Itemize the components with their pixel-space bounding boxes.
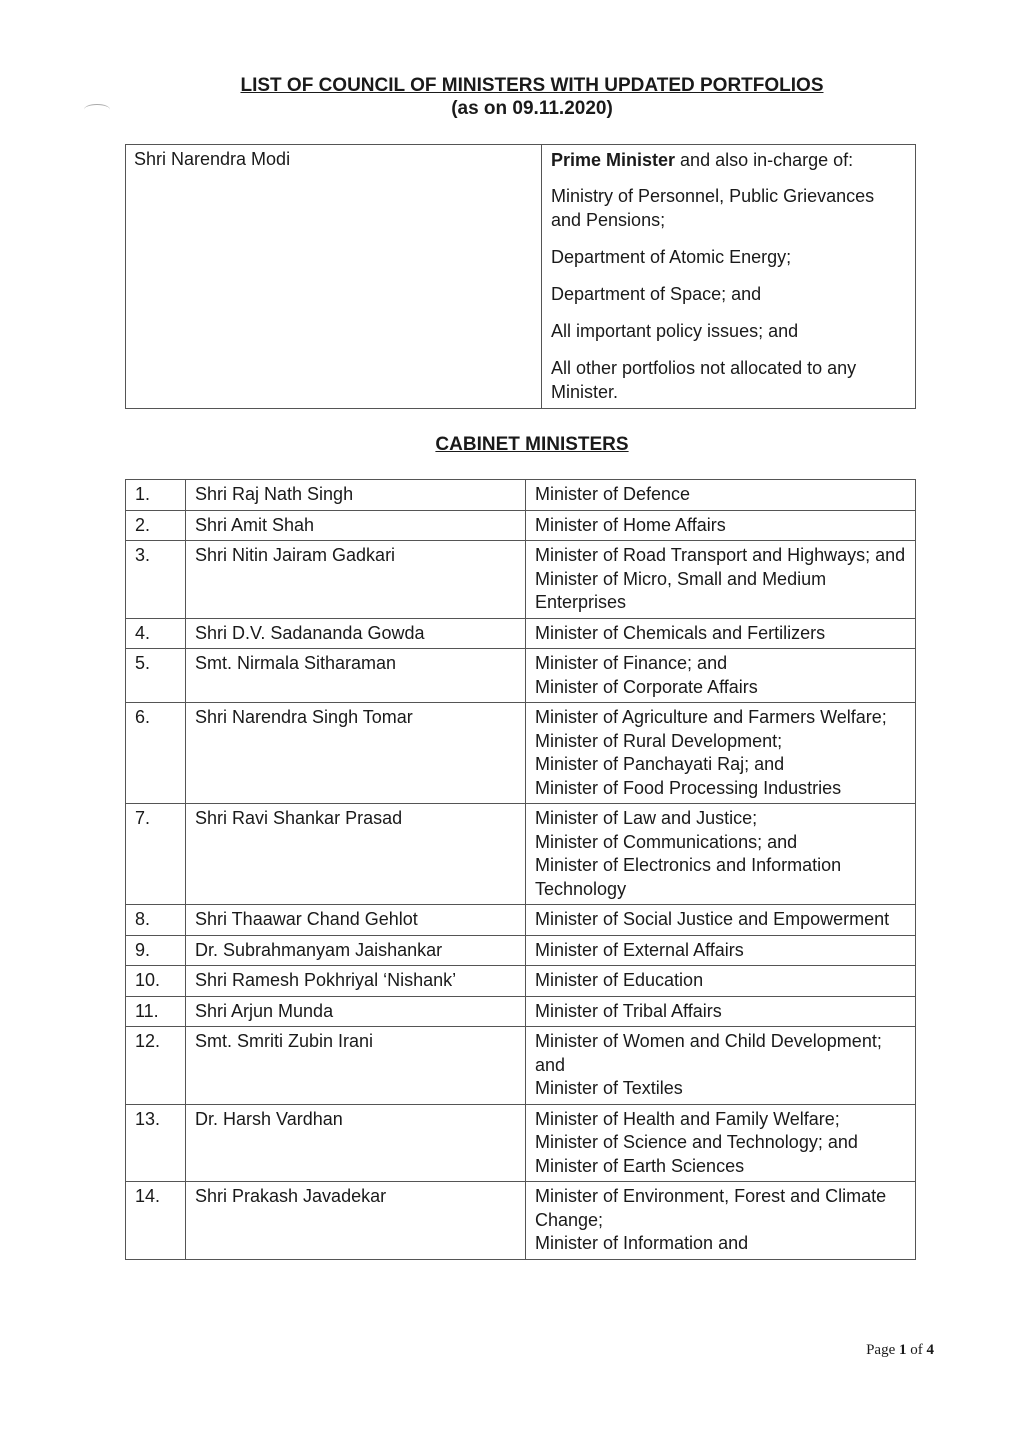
portfolio-item: Minister of Finance; and <box>535 653 728 673</box>
portfolio-item: Minister of Social Justice and Empowerment <box>535 909 890 929</box>
table-row <box>126 618 916 649</box>
portfolio-cell <box>526 703 916 804</box>
pm-lead-rest: and also in-charge of: <box>675 150 854 170</box>
portfolio-item: Minister of Rural Development; <box>535 730 783 751</box>
table-row <box>126 935 916 966</box>
prime-minister-row <box>126 145 916 409</box>
table-row <box>126 1104 916 1182</box>
table-row <box>126 905 916 936</box>
minister-name: Dr. Subrahmanyam Jaishankar <box>186 935 526 966</box>
minister-name: Smt. Smriti Zubin Irani <box>186 1027 526 1105</box>
portfolio-item: Minister of Earth Sciences <box>535 1155 745 1176</box>
portfolio-item: Minister of Textiles <box>535 1078 683 1098</box>
section-title: CABINET MINISTERS <box>435 434 629 455</box>
pm-portfolio-item: Ministry of Personnel, Public Grievances and Pensions; <box>551 186 875 230</box>
minister-name: Shri Arjun Munda <box>186 996 526 1027</box>
minister-name: Shri Narendra Singh Tomar <box>186 703 526 804</box>
portfolio-cell <box>526 966 916 997</box>
portfolio-item: Minister of Home Affairs <box>535 514 726 535</box>
serial-number: 6. <box>126 703 186 804</box>
serial-number: 13. <box>126 1104 186 1182</box>
portfolio-item: Minister of Health and Family Welfare; <box>535 1108 840 1129</box>
pm-portfolio-item: All important policy issues; and <box>551 321 799 341</box>
cabinet-table-body <box>126 480 916 1260</box>
portfolio-item: Minister of Law and Justice; <box>535 808 758 828</box>
portfolio-item: Minister of Information and <box>535 1233 749 1253</box>
table-row <box>126 804 916 905</box>
portfolio-item: Minister of Corporate Affairs <box>535 676 758 697</box>
pm-title: Prime Minister <box>551 150 676 170</box>
minister-name: Shri Raj Nath Singh <box>186 480 526 511</box>
portfolio-item: Minister of Electronics and Information Technology <box>535 855 842 899</box>
portfolio-cell <box>526 649 916 703</box>
portfolio-cell <box>526 618 916 649</box>
minister-name: Dr. Harsh Vardhan <box>186 1104 526 1182</box>
page-total: 4 <box>926 1342 934 1358</box>
serial-number: 1. <box>126 480 186 511</box>
portfolio-item: Minister of External Affairs <box>535 939 744 960</box>
portfolio-cell <box>526 480 916 511</box>
portfolio-item: Minister of Environment, Forest and Climate Change; <box>535 1186 887 1230</box>
page-word: Page <box>866 1342 896 1358</box>
pm-name: Shri Narendra Modi <box>134 149 291 169</box>
portfolio-item: Minister of Micro, Small and Medium Enterprises <box>535 568 827 612</box>
serial-number: 2. <box>126 510 186 541</box>
serial-number: 8. <box>126 905 186 936</box>
serial-number: 12. <box>126 1027 186 1105</box>
portfolio-cell <box>526 1104 916 1182</box>
prime-minister-table <box>125 144 916 409</box>
minister-name: Shri Prakash Javadekar <box>186 1182 526 1260</box>
subtitle-line: (as on 09.11.2020) <box>451 98 613 119</box>
portfolio-item: Minister of Tribal Affairs <box>535 1000 722 1021</box>
table-row <box>126 510 916 541</box>
serial-number: 3. <box>126 541 186 619</box>
portfolio-item: Minister of Road Transport and Highways; and <box>535 545 906 565</box>
portfolio-item: Minister of Education <box>535 970 704 990</box>
minister-name: Shri Nitin Jairam Gadkari <box>186 541 526 619</box>
portfolio-cell <box>526 804 916 905</box>
table-row <box>126 480 916 511</box>
minister-name: Shri Ramesh Pokhriyal ‘Nishank’ <box>186 966 526 997</box>
serial-number: 9. <box>126 935 186 966</box>
serial-number: 14. <box>126 1182 186 1260</box>
serial-number: 5. <box>126 649 186 703</box>
table-row <box>126 541 916 619</box>
minister-name: Shri D.V. Sadananda Gowda <box>186 618 526 649</box>
serial-number: 4. <box>126 618 186 649</box>
table-row <box>126 1027 916 1105</box>
portfolio-item: Minister of Food Processing Industries <box>535 777 842 798</box>
portfolio-cell <box>526 935 916 966</box>
minister-name: Smt. Nirmala Sitharaman <box>186 649 526 703</box>
portfolio-item: Minister of Agriculture and Farmers Welfare; <box>535 707 887 727</box>
serial-number: 10. <box>126 966 186 997</box>
table-row <box>126 1182 916 1260</box>
of-word: of <box>910 1342 923 1358</box>
pm-portfolio-item: All other portfolios not allocated to any Minister. <box>551 358 857 402</box>
table-row <box>126 966 916 997</box>
pm-lead-line <box>551 148 906 172</box>
serial-number: 11. <box>126 996 186 1027</box>
serial-number: 7. <box>126 804 186 905</box>
table-row <box>126 649 916 703</box>
document-title <box>0 74 1024 120</box>
pm-portfolio-item: Department of Atomic Energy; <box>551 247 792 267</box>
pm-portfolio-cell <box>542 145 916 409</box>
portfolio-item: Minister of Communications; and <box>535 831 798 852</box>
cabinet-ministers-table <box>125 479 916 1260</box>
minister-name: Shri Thaawar Chand Gehlot <box>186 905 526 936</box>
portfolio-cell <box>526 905 916 936</box>
pm-name-cell <box>126 145 542 409</box>
portfolio-cell <box>526 541 916 619</box>
portfolio-item: Minister of Panchayati Raj; and <box>535 754 785 774</box>
page-number: 1 <box>899 1342 907 1358</box>
portfolio-cell <box>526 1182 916 1260</box>
portfolio-item: Minister of Women and Child Development; and <box>535 1031 882 1075</box>
pm-portfolio-item: Department of Space; and <box>551 284 762 304</box>
portfolio-item: Minister of Chemicals and Fertilizers <box>535 622 826 643</box>
table-row <box>126 996 916 1027</box>
portfolio-cell <box>526 996 916 1027</box>
page-footer <box>866 1342 934 1359</box>
portfolio-cell <box>526 510 916 541</box>
minister-name: Shri Ravi Shankar Prasad <box>186 804 526 905</box>
portfolio-cell <box>526 1027 916 1105</box>
table-row <box>126 703 916 804</box>
portfolio-item: Minister of Science and Technology; and <box>535 1132 858 1152</box>
portfolio-item: Minister of Defence <box>535 484 691 504</box>
title-line: LIST OF COUNCIL OF MINISTERS WITH UPDATED PORTFOLIOS <box>240 75 824 96</box>
minister-name: Shri Amit Shah <box>186 510 526 541</box>
